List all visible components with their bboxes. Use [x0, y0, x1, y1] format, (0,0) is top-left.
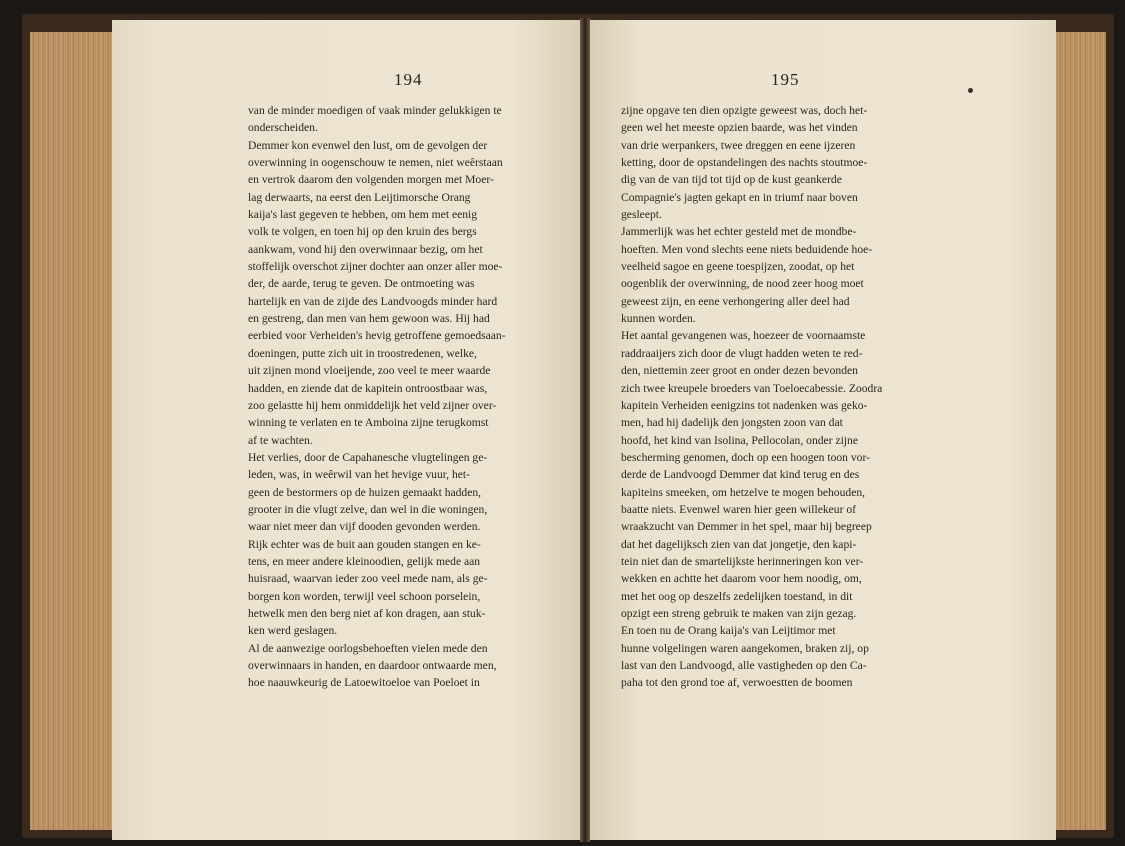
left-line: overwinnaars in handen, en daardoor ontwaarde men,: [248, 659, 497, 672]
left-page-text: [248, 102, 570, 692]
right-line: tein niet dan de smartelijkste herinneringen kon ver-: [621, 554, 864, 568]
right-line: geen wel het meeste opzien baarde, was het vinden: [621, 121, 858, 135]
left-line: en gestreng, dan men van hem gewoon was. Hij had: [248, 312, 490, 326]
right-line: wraakzucht van Demmer in het spel, maar hij begreep: [621, 520, 872, 534]
right-line: oogenblik der overwinning, de nood zeer hoog moet: [621, 277, 864, 291]
right-line: gesleept.: [621, 208, 662, 222]
right-line: dat het dagelijksch zien van dat jongetje, den kapi-: [621, 537, 857, 551]
left-line: hoe naauwkeurig de Latoewitoeloe van Poeloet in: [248, 676, 480, 690]
right-line: Het aantal gevangenen was, hoezeer de voornaamste: [621, 329, 866, 343]
right-line: geweest zijn, en eene verhongering aller deel had: [621, 294, 850, 308]
left-line: doeningen, putte zich uit in troostredenen, welke,: [248, 346, 477, 360]
left-line: ken werd geslagen.: [248, 624, 338, 638]
left-line: hadden, en ziende dat de kapitein ontroostbaar was,: [248, 381, 488, 395]
left-line: borgen kon worden, terwijl veel schoon porselein,: [248, 589, 481, 603]
left-line: van de minder moedigen of vaak minder gelukkigen te: [248, 104, 502, 117]
right-line: paha tot den grond toe af, verwoestten de boomen: [621, 676, 853, 690]
right-line: zich twee kreupele broeders van Toeloecabessie. Zoodra: [621, 381, 883, 395]
left-line: uit zijnen mond vloeijende, zoo veel te meer waarde: [248, 364, 491, 378]
right-line: last van den Landvoogd, alle vastigheden op den Ca-: [621, 659, 867, 672]
left-page-number: 194: [394, 70, 423, 89]
right-line: wekken en achtte het daarom voor hem noodig, om,: [621, 572, 862, 586]
left-line: overwinning in oogenschouw te nemen, niet weêrstaan: [248, 156, 503, 170]
right-line: raddraaijers zich door de vlugt hadden weten te red-: [621, 346, 863, 360]
right-line: hoeften. Men vond slechts eene niets beduidende hoe-: [621, 242, 873, 256]
left-line: der, de aarde, terug te geven. De ontmoeting was: [248, 277, 475, 291]
right-line: Compagnie's jagten gekapt en in triumf naar boven: [621, 190, 858, 204]
right-line: met het oog op deszelfs zedelijken toestand, in dit: [621, 589, 853, 603]
left-line: huisraad, waarvan ieder zoo veel mede nam, als ge-: [248, 572, 488, 586]
left-line: volk te volgen, en toen hij op den kruin des bergs: [248, 225, 477, 239]
right-line: baatte niets. Evenwel waren hier geen willekeur of: [621, 502, 856, 516]
left-line: hetwelk men den berg niet af kon dragen, aan stuk-: [248, 606, 486, 620]
right-line: veelheid sagoe en geene toespijzen, zoodat, op het: [621, 260, 855, 274]
right-line: van drie werpankers, twee dreggen en eene ijzeren: [621, 138, 856, 152]
left-line: Al de aanwezige oorlogsbehoeften vielen mede den: [248, 641, 488, 655]
left-line: kaija's last gegeven te hebben, om hem met eenig: [248, 208, 478, 222]
left-line: geen de bestormers op de huizen gemaakt hadden,: [248, 485, 482, 499]
right-line: kapiteins smeeken, om hetzelve te mogen behouden,: [621, 485, 866, 499]
left-line: Rijk echter was de buit aan gouden stangen en ke-: [248, 537, 481, 551]
right-line: men, had hij dadelijk den jongsten zoon van dat: [621, 416, 843, 430]
left-line: leden, was, in weêrwil van het hevige vuur, het-: [248, 468, 470, 482]
left-line: tens, en meer andere kleinoodien, gelijk mede aan: [248, 554, 481, 568]
right-line: Jammerlijk was het echter gesteld met de mondbe-: [621, 225, 857, 239]
left-line: Demmer kon evenwel den lust, om de gevolgen der: [248, 138, 488, 152]
left-line: zoo gelastte hij hem onmiddelijk het veld zijner over-: [248, 398, 497, 412]
left-line: en vertrok daarom den volgenden morgen met Moer-: [248, 173, 494, 187]
right-line: kapitein Verheiden eenigzins tot nadenken was geko-: [621, 398, 868, 412]
right-line: zijne opgave ten dien opzigte geweest was, doch het-: [621, 104, 868, 117]
left-line: hartelijk en van de zijde des Landvoogds minder hard: [248, 294, 498, 308]
book-gutter: [580, 18, 590, 842]
right-line: ketting, door de opstandelingen des nachts stoutmoe-: [621, 156, 868, 170]
right-line: hoofd, het kind van Isolina, Pellocolan, onder zijne: [621, 433, 858, 447]
left-line: aankwam, vond hij den overwinnaar bezig, om het: [248, 242, 483, 256]
paper-speck: [968, 88, 973, 93]
right-line: En toen nu de Orang kaija's van Leijtimor met: [621, 624, 836, 638]
right-line: bescherming genomen, doch op een hoogen toon vor-: [621, 450, 870, 464]
right-line: dig van de van tijd tot tijd op de kust geankerde: [621, 173, 842, 187]
left-line: lag derwaarts, na eerst den Leijtimorsche Orang: [248, 190, 471, 204]
left-line: af te wachten.: [248, 433, 313, 447]
left-line: onderscheiden.: [248, 121, 318, 135]
right-line: derde de Landvoogd Demmer dat kind terug en des: [621, 468, 860, 482]
left-line: Het verlies, door de Capahanesche vlugtelingen ge-: [248, 450, 488, 464]
right-line: den, niettemin zeer groot en onder dezen bevonden: [621, 364, 858, 378]
right-line: opzigt een streng gebruik te maken van zijn gezag.: [621, 606, 857, 620]
right-page-text: [621, 102, 935, 692]
right-line: kunnen worden.: [621, 312, 696, 326]
right-page-number: 195: [771, 70, 800, 89]
left-line: winning te verlaten en te Amboina zijne terugkomst: [248, 416, 489, 430]
left-line: grooter in die vlugt zelve, dan wel in die woningen,: [248, 502, 488, 516]
left-line: waar niet meer dan vijf dooden gevonden werden.: [248, 520, 481, 534]
right-line: hunne volgelingen waren aangekomen, braken zij, op: [621, 641, 869, 655]
left-line: eerbied voor Verheiden's hevig getroffene gemoedsaan-: [248, 329, 506, 343]
left-line: stoffelijk overschot zijner dochter aan onzer aller moe-: [248, 260, 503, 274]
